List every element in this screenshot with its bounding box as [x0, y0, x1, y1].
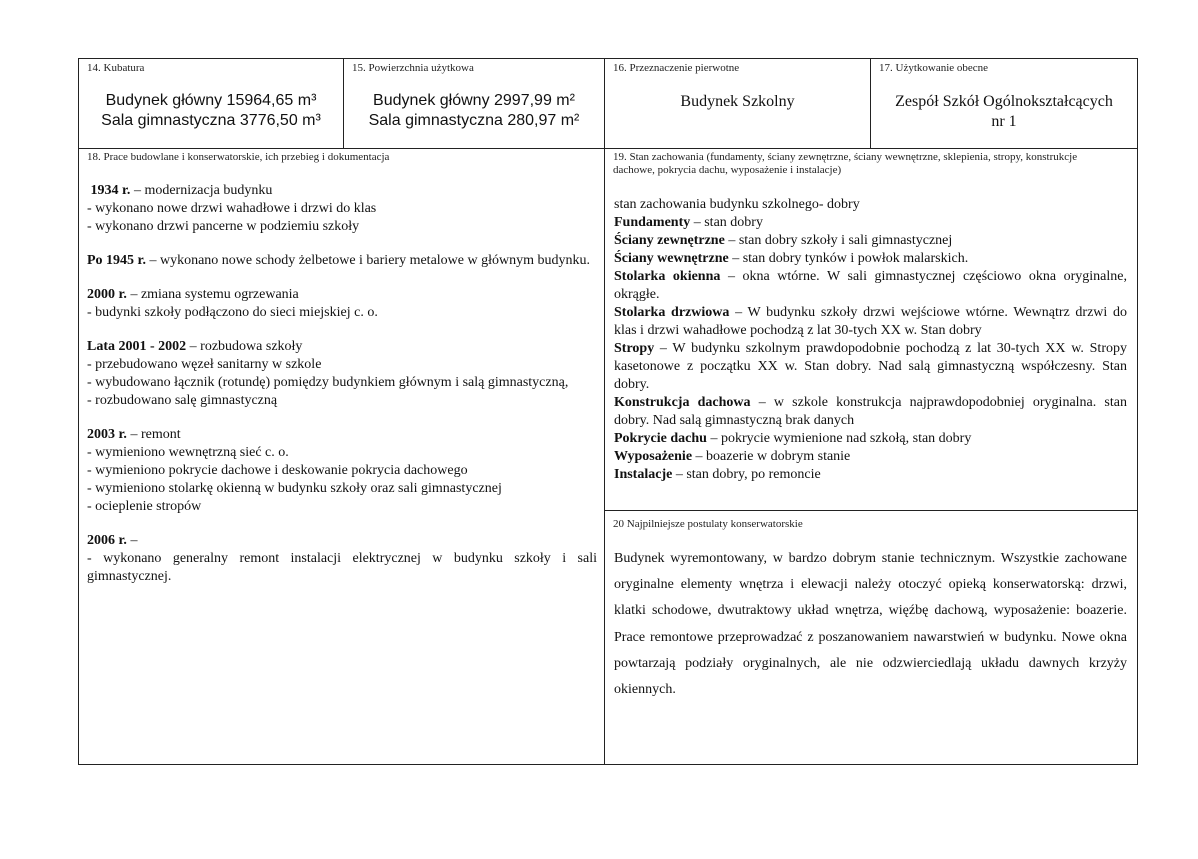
stan-text: – okna wtórne. W sali gimnastycznej częściowo okna oryginalne, okrągłe. [614, 269, 1127, 302]
item-2001-3: - rozbudowano salę gimnastyczną [87, 393, 278, 408]
prace-content [87, 182, 597, 586]
postulaty-content [614, 546, 1127, 703]
item-2006-1: - wykonano generalny remont instalacji elektrycznej w budynku szkoły i sali gimnastycznej. [87, 551, 597, 584]
year-2000: 2000 r. [87, 287, 127, 302]
stan-text: – W budynku szkoły drzwi wejściowe wtórne. Wewnątrz drzwi do klas i drzwi wahadłowe pochodzą z lat 30-tych XX w. Stan dobry [614, 305, 1127, 338]
year-2003: 2003 r. [87, 427, 127, 442]
cell-powierzchnia [344, 59, 604, 148]
stan-text: – W budynku szkolnym prawdopodobnie pochodzą z lat 30-tych XX w. Stropy kasetonowe z początku XX w. Stan dobry. Nad salą gimnastyczną współczesny. Stan dobry. [614, 341, 1127, 392]
title-2000: – zmiana systemu ogrzewania [126, 287, 299, 302]
cell-kubatura [79, 59, 343, 148]
stan-content [614, 196, 1127, 484]
item-2003-2: - wymieniono pokrycie dachowe i deskowanie pokrycia dachowego [87, 463, 468, 478]
stan-item [614, 448, 1127, 466]
stan-item [614, 430, 1127, 448]
stan-item [614, 304, 1127, 340]
stan-text: – stan dobry szkoły i sali gimnastycznej [724, 233, 953, 248]
stan-term: Ściany wewnętrzne [614, 251, 729, 266]
stan-term: Ściany zewnętrzne [614, 233, 725, 248]
item-2001-2: - wybudowano łącznik (rotundę) pomiędzy budynkiem głównym i salą gimnastyczną, [87, 375, 569, 390]
document-table [78, 58, 1138, 765]
text-1945: – wykonano nowe schody żelbetowe i bariery metalowe w głównym budynku. [145, 253, 590, 268]
stan-text: – stan dobry [690, 215, 763, 230]
item-2003-4: - ocieplenie stropów [87, 499, 202, 514]
stan-item [614, 268, 1127, 304]
uzytkowanie-line-1: Zespół Szkół Ogólnokształcących [895, 93, 1113, 110]
stan-term: Stropy [614, 341, 655, 356]
stan-intro: stan zachowania budynku szkolnego- dobry [614, 197, 860, 212]
przeznaczenie-value: Budynek Szkolny [680, 93, 795, 110]
prace-block-2001 [87, 338, 597, 410]
stan-item [614, 394, 1127, 430]
stan-text: – boazerie w dobrym stanie [692, 449, 851, 464]
prace-block-2000 [87, 286, 597, 322]
kubatura-label: 14. Kubatura [87, 62, 145, 74]
item-1934-2: - wykonano drzwi pancerne w podziemiu szkoły [87, 219, 360, 234]
item-2003-3: - wymieniono stolarkę okienną w budynku szkoły oraz sali gimnastycznej [87, 481, 502, 496]
title-1934: – modernizacja budynku [130, 183, 273, 198]
cell-przeznaczenie [605, 59, 870, 148]
stan-term: Konstrukcja dachowa [614, 395, 751, 410]
kubatura-value [79, 91, 343, 131]
kubatura-line-2: Sala gimnastyczna 3776,50 m³ [101, 112, 321, 129]
title-2006: – [126, 533, 138, 548]
kubatura-line-1: Budynek główny 15964,65 m³ [105, 92, 317, 109]
year-2001: Lata 2001 - 2002 [87, 339, 187, 354]
cell-stan [605, 149, 1137, 510]
prace-label: 18. Prace budowlane i konserwatorskie, ich przebieg i dokumentacja [87, 151, 390, 163]
stan-item [614, 250, 1127, 268]
przeznaczenie-label: 16. Przeznaczenie pierwotne [613, 62, 740, 74]
year-2006: 2006 r. [87, 533, 127, 548]
stan-term: Instalacje [614, 467, 673, 482]
stan-term: Stolarka drzwiowa [614, 305, 730, 320]
stan-term: Stolarka okienna [614, 269, 721, 284]
item-2001-1: - przebudowano węzeł sanitarny w szkole [87, 357, 322, 372]
uzytkowanie-label: 17. Użytkowanie obecne [879, 62, 989, 74]
prace-block-1945 [87, 252, 597, 270]
prace-block-2006 [87, 532, 597, 586]
uzytkowanie-line-2: nr 1 [991, 113, 1017, 130]
stan-item [614, 466, 1127, 484]
powierzchnia-value [344, 91, 604, 131]
cell-postulaty [605, 511, 1137, 764]
prace-block-1934 [87, 182, 597, 236]
stan-text: – stan dobry tynków i powłok malarskich. [728, 251, 969, 266]
powierzchnia-label: 15. Powierzchnia użytkowa [352, 62, 474, 74]
stan-term: Pokrycie dachu [614, 431, 707, 446]
postulaty-label: 20 Najpilniejsze postulaty konserwatorskie [613, 518, 803, 530]
stan-text: – stan dobry, po remoncie [672, 467, 821, 482]
powierzchnia-line-1: Budynek główny 2997,99 m² [373, 92, 575, 109]
year-1934: 1934 r. [90, 183, 131, 198]
item-2003-1: - wymieniono wewnętrzną sieć c. o. [87, 445, 289, 460]
stan-term: Fundamenty [614, 215, 691, 230]
title-2003: – remont [126, 427, 181, 442]
item-2000-1: - budynki szkoły podłączono do sieci miejskiej c. o. [87, 305, 378, 320]
prace-block-2003 [87, 426, 597, 516]
powierzchnia-line-2: Sala gimnastyczna 280,97 m² [368, 112, 580, 129]
stan-text: – pokrycie wymienione nad szkołą, stan dobry [706, 431, 972, 446]
cell-prace [79, 149, 604, 764]
stan-label: 19. Stan zachowania (fundamenty, ściany zewnętrzne, ściany wewnętrzne, sklepienia, stropy, konstrukcje dachowe, pokrycia dachu, wyposażenie i instalacje) [613, 151, 1078, 176]
stan-item [614, 214, 1127, 232]
cell-uzytkowanie [871, 59, 1137, 148]
stan-item [614, 340, 1127, 394]
stan-term: Wyposażenie [614, 449, 693, 464]
stan-text: – w szkole konstrukcja najprawdopodobniej oryginalna. stan dobry. Nad salą gimnastyczną brak danych [614, 395, 1127, 428]
uzytkowanie-value [871, 92, 1137, 132]
postulaty-text: Budynek wyremontowany, w bardzo dobrym stanie technicznym. Wszystkie zachowane oryginalne elementy wnętrza i elewacji należy otoczyć opieką konserwatorską: drzwi, klatki schodowe, dwutraktowy układ wnętrza, więźbę dachową, wyposażenie: boazerie. Prace remontowe przeprowadzać z poszanowaniem nawarstwień w budynku. Nowe okna powtarzają podziały oryginalnych, ale nie odzwierciedlają układu dawnych krzyży okiennych. [614, 551, 1127, 698]
item-1934-1: - wykonano nowe drzwi wahadłowe i drzwi do klas [87, 201, 377, 216]
year-1945: Po 1945 r. [87, 253, 146, 268]
stan-item [614, 232, 1127, 250]
title-2001: – rozbudowa szkoły [186, 339, 303, 354]
